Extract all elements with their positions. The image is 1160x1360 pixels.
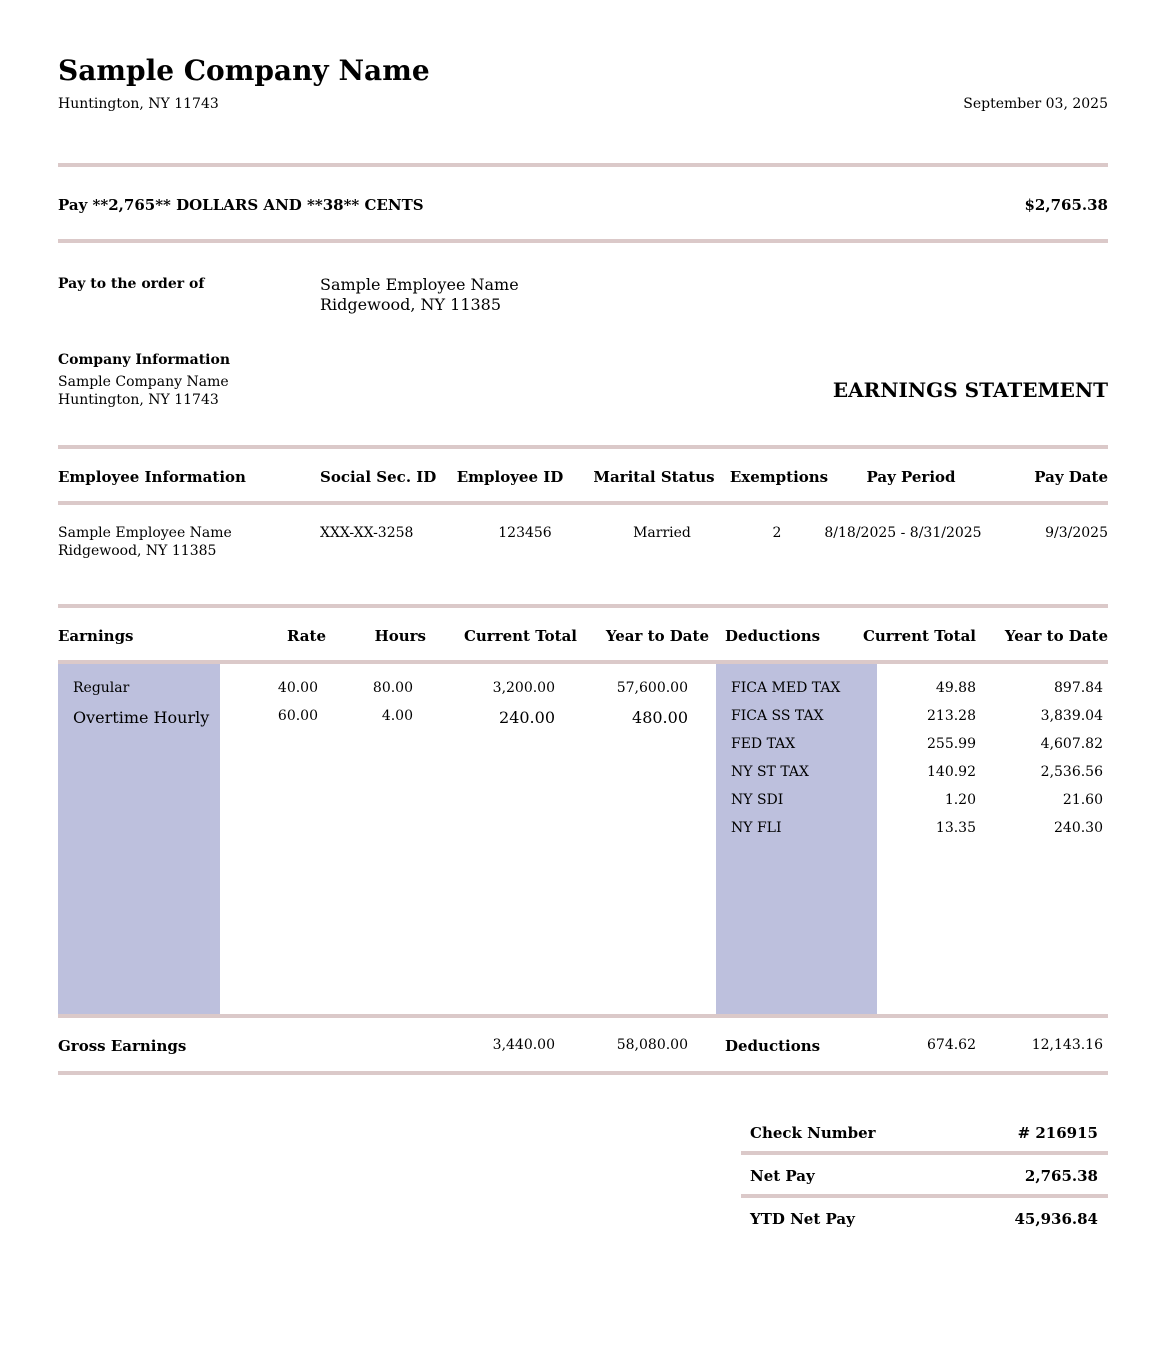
- header-marital-status: Marital Status: [593, 468, 715, 486]
- deduction-ytd: 2,536.56: [1040, 764, 1103, 780]
- header-earnings: Earnings: [58, 627, 134, 645]
- header-ded-year-to-date: Year to Date: [1004, 627, 1108, 645]
- earning-rate: 40.00: [277, 680, 318, 696]
- header-employee-information: Employee Information: [58, 468, 246, 486]
- earning-hours: 4.00: [381, 708, 413, 724]
- divider: [58, 1071, 1108, 1075]
- employee-id: 123456: [498, 525, 552, 541]
- statement-date: September 03, 2025: [963, 96, 1108, 112]
- earning-ytd: 480.00: [632, 708, 688, 727]
- total-deductions-current: 674.62: [927, 1037, 976, 1053]
- divider: [741, 1194, 1108, 1198]
- header-pay-period: Pay Period: [866, 468, 956, 486]
- header-deductions: Deductions: [725, 627, 821, 645]
- payee-name: Sample Employee Name: [320, 275, 519, 294]
- deduction-current: 49.88: [935, 680, 976, 696]
- deduction-label: FED TAX: [731, 736, 796, 752]
- header-ded-current-total: Current Total: [862, 627, 976, 645]
- deduction-label: NY SDI: [731, 792, 784, 808]
- header-hours: Hours: [374, 627, 426, 645]
- earning-current: 240.00: [499, 708, 555, 727]
- gross-earnings-current: 3,440.00: [492, 1037, 555, 1053]
- deduction-ytd: 21.60: [1062, 792, 1103, 808]
- company-name: Sample Company Name: [58, 54, 430, 87]
- deduction-ytd: 240.30: [1054, 820, 1103, 836]
- net-pay-label: Net Pay: [750, 1167, 815, 1185]
- ytd-net-pay-label: YTD Net Pay: [750, 1210, 855, 1228]
- divider: [58, 239, 1108, 243]
- header-year-to-date: Year to Date: [605, 627, 709, 645]
- pay-period: 8/18/2025 - 8/31/2025: [824, 525, 982, 541]
- header-employee-id: Employee ID: [456, 468, 564, 486]
- earnings-statement-title: EARNINGS STATEMENT: [832, 378, 1108, 402]
- deduction-current: 13.35: [935, 820, 976, 836]
- earning-current: 3,200.00: [492, 680, 555, 696]
- total-deductions-label: Deductions: [725, 1037, 821, 1055]
- pay-to-label: Pay to the order of: [58, 276, 205, 292]
- pay-date: 9/3/2025: [1045, 525, 1108, 541]
- deduction-ytd: 3,839.04: [1040, 708, 1103, 724]
- deduction-ytd: 4,607.82: [1040, 736, 1103, 752]
- divider: [58, 445, 1108, 449]
- total-deductions-ytd: 12,143.16: [1031, 1037, 1103, 1053]
- company-info-name: Sample Company Name: [58, 374, 229, 390]
- pay-amount-words: Pay **2,765** DOLLARS AND **38** CENTS: [58, 196, 424, 214]
- check-number: # 216915: [1017, 1124, 1098, 1142]
- divider: [741, 1151, 1108, 1155]
- header-current-total: Current Total: [463, 627, 577, 645]
- header-exemptions: Exemptions: [729, 468, 829, 486]
- company-info-heading: Company Information: [58, 352, 230, 368]
- earning-label: Overtime Hourly: [73, 708, 210, 727]
- deduction-current: 213.28: [927, 708, 976, 724]
- earning-hours: 80.00: [372, 680, 413, 696]
- check-number-label: Check Number: [750, 1124, 876, 1142]
- earning-label: Regular: [73, 680, 130, 696]
- gross-earnings-label: Gross Earnings: [58, 1037, 187, 1055]
- pay-amount: $2,765.38: [1024, 196, 1108, 214]
- company-info-address: Huntington, NY 11743: [58, 392, 219, 408]
- deduction-label: FICA MED TAX: [731, 680, 841, 696]
- employee-name: Sample Employee Name: [58, 525, 232, 541]
- deduction-current: 140.92: [927, 764, 976, 780]
- earning-ytd: 57,600.00: [616, 680, 688, 696]
- deduction-label: NY ST TAX: [731, 764, 809, 780]
- payee-address: Ridgewood, NY 11385: [320, 295, 502, 314]
- ytd-net-pay: 45,936.84: [1014, 1210, 1098, 1228]
- marital-status: Married: [633, 525, 691, 541]
- exemptions: 2: [772, 525, 782, 541]
- deduction-label: NY FLI: [731, 820, 782, 836]
- divider: [58, 604, 1108, 608]
- divider: [58, 501, 1108, 505]
- header-pay-date: Pay Date: [1034, 468, 1108, 486]
- header-rate: Rate: [286, 627, 326, 645]
- deduction-current: 255.99: [927, 736, 976, 752]
- earning-rate: 60.00: [277, 708, 318, 724]
- divider: [58, 1014, 1108, 1018]
- net-pay: 2,765.38: [1024, 1167, 1098, 1185]
- employee-ssn: XXX-XX-3258: [320, 525, 414, 541]
- deduction-ytd: 897.84: [1054, 680, 1103, 696]
- header-social-sec-id: Social Sec. ID: [320, 468, 437, 486]
- deduction-label: FICA SS TAX: [731, 708, 824, 724]
- company-address: Huntington, NY 11743: [58, 96, 219, 112]
- deduction-current: 1.20: [944, 792, 976, 808]
- employee-address: Ridgewood, NY 11385: [58, 543, 217, 559]
- divider: [58, 163, 1108, 167]
- gross-earnings-ytd: 58,080.00: [616, 1037, 688, 1053]
